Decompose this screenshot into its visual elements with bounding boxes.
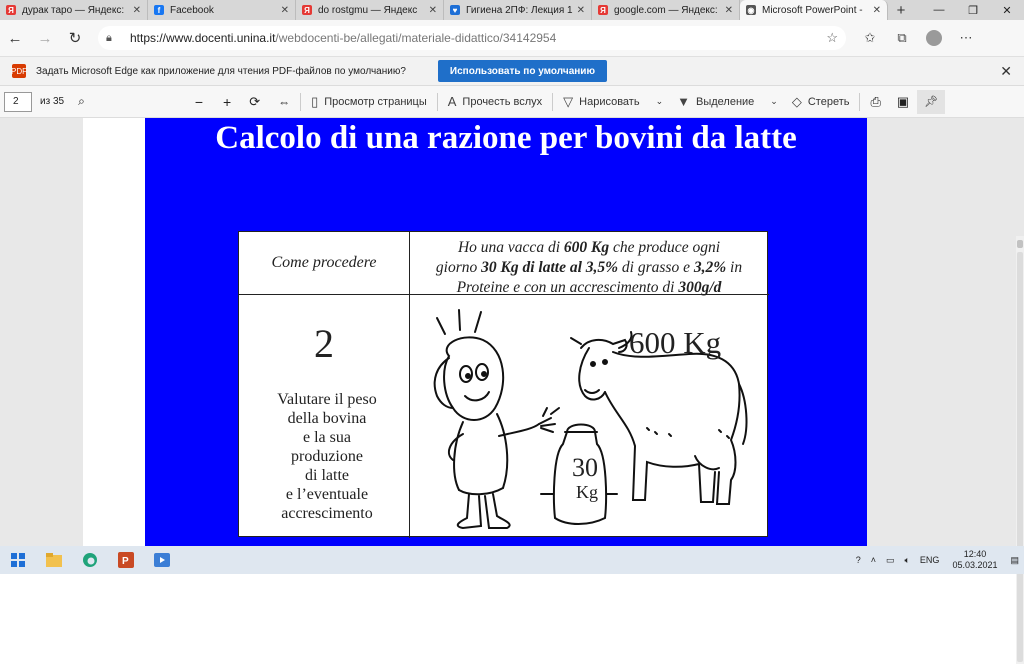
notifications-icon[interactable]: ▤ [1010, 554, 1019, 565]
system-tray [851, 549, 1024, 571]
toolbar-divider [552, 93, 553, 111]
folder-icon [46, 553, 62, 567]
browser-tab[interactable] [0, 0, 148, 20]
erase-button[interactable] [792, 94, 850, 110]
favorites-icon[interactable]: ✩ [864, 30, 876, 45]
browser-tab[interactable] [296, 0, 444, 20]
tab-favicon-icon: Я [598, 5, 608, 15]
tab-bar [0, 0, 1024, 20]
tab-favicon-icon: ♥ [450, 5, 460, 15]
browser-tab[interactable] [148, 0, 296, 20]
header-left-cell: Come procedere [271, 254, 377, 271]
tab-title: Facebook [170, 4, 214, 16]
refresh-button[interactable]: ↻ [68, 30, 82, 47]
language-indicator[interactable]: ENG [919, 555, 940, 565]
tab-close-icon[interactable]: ✕ [872, 4, 881, 16]
milk-can-number: 30 [572, 453, 598, 482]
read-aloud-icon: A [447, 94, 457, 109]
pdf-icon: PDF [12, 64, 26, 78]
close-icon[interactable]: ✕ [1000, 62, 1012, 79]
file-explorer-button[interactable] [36, 546, 72, 574]
restore-button[interactable]: ❐ [968, 4, 978, 17]
navigation-bar [0, 20, 1024, 56]
save-icon[interactable]: ▣ [896, 93, 910, 109]
draw-icon: ▽ [563, 93, 574, 109]
scroll-up-arrow[interactable] [1017, 240, 1023, 248]
scroll-thumb[interactable] [1017, 252, 1023, 662]
toolbar-divider [859, 93, 860, 111]
tab-title: do rostgmu — Яндекс [318, 4, 418, 16]
windows-icon [11, 553, 25, 567]
lock-icon: 🔒︎ [106, 31, 112, 44]
tab-favicon-icon: ◉ [747, 5, 755, 15]
highlight-label: Выделение [696, 95, 755, 108]
read-aloud-label: Прочесть вслух [462, 95, 543, 108]
rotate-icon[interactable]: ⟳ [249, 93, 261, 109]
slide-title: Calcolo di una razione per bovini da latte [215, 120, 797, 156]
chevron-down-icon[interactable]: ⌄ [770, 96, 778, 106]
avatar [926, 30, 942, 46]
browser-tab[interactable] [444, 0, 592, 20]
chevron-up-icon[interactable]: ˄ [870, 555, 876, 565]
tab-close-icon[interactable]: ✕ [280, 4, 289, 16]
tab-favicon-icon: Я [302, 5, 312, 15]
profile-avatar[interactable] [918, 30, 950, 46]
powerpoint-icon [118, 552, 134, 568]
chevron-down-icon[interactable]: ⌄ [655, 96, 664, 106]
volume-icon[interactable]: 🔈︎ [904, 554, 910, 565]
tab-close-icon[interactable]: ✕ [576, 4, 585, 16]
tab-close-icon[interactable]: ✕ [428, 4, 437, 16]
slide [145, 118, 867, 546]
new-tab-button[interactable]: + [896, 1, 906, 19]
clock-date: 05.03.2021 [952, 560, 998, 570]
highlight-button[interactable] [677, 94, 778, 109]
search-icon[interactable]: ⌕ [78, 94, 85, 108]
window-controls [922, 0, 1024, 20]
eraser-icon: ◇ [791, 93, 802, 109]
edge-button[interactable] [72, 546, 108, 574]
film-icon [154, 553, 170, 567]
close-window-button[interactable]: ✕ [1002, 4, 1012, 17]
page-number-input[interactable]: 2 [4, 92, 32, 112]
erase-label: Стереть [807, 95, 850, 108]
pdf-viewer[interactable] [0, 118, 1024, 546]
browser-tab[interactable] [740, 0, 888, 20]
notification-message: Задать Microsoft Edge как приложение для чтения PDF-файлов по умолчанию? [36, 65, 406, 77]
browser-tab[interactable] [592, 0, 740, 20]
milk-can-unit: Kg [576, 482, 598, 502]
step-number: 2 [314, 321, 334, 366]
edge-icon [82, 552, 98, 568]
read-aloud-button[interactable] [448, 94, 542, 109]
header-right-line: Proteine e con un accrescimento di 300g/d [456, 279, 722, 296]
fit-page-icon[interactable]: ⇔ [278, 94, 291, 109]
header-right-cell [410, 238, 768, 298]
svg-text:P: P [122, 556, 129, 567]
tab-favicon-icon: Я [6, 5, 16, 15]
cow-weight-label: 600 Kg [629, 325, 722, 360]
tab-close-icon[interactable]: ✕ [132, 4, 141, 16]
header-right-line: Ho una vacca di 600 Kg che produce ogni [457, 239, 721, 256]
zoom-in-icon[interactable]: + [223, 93, 232, 110]
clock-time: 12:40 [963, 549, 987, 559]
url-path: /webdocenti-be/allegati/materiale-didattico/34142954 [275, 31, 557, 45]
pin-toolbar-button[interactable] [917, 90, 945, 114]
favorite-star-icon[interactable]: ☆ [826, 30, 838, 45]
page-view-button[interactable] [311, 94, 427, 110]
zoom-out-icon[interactable]: − [194, 93, 203, 110]
battery-icon[interactable]: ▭ [886, 554, 895, 565]
clock[interactable] [952, 549, 997, 571]
page-view-label: Просмотр страницы [324, 95, 427, 108]
tab-strip [0, 0, 888, 20]
print-icon[interactable]: ⎙ [870, 93, 881, 109]
tab-favicon-icon: f [154, 5, 164, 15]
collections-icon[interactable]: ⧉ [897, 30, 907, 45]
powerpoint-button[interactable] [108, 546, 144, 574]
forward-button[interactable]: → [37, 29, 53, 47]
default-pdf-notification [0, 56, 1024, 86]
minimize-button[interactable]: — [933, 4, 945, 16]
page-view-icon: ▯ [311, 93, 319, 109]
more-menu-icon[interactable]: ⋯ [959, 30, 973, 45]
draw-label: Нарисовать [579, 95, 640, 108]
highlight-icon: ▼ [677, 94, 690, 109]
help-icon[interactable]: ? [855, 555, 861, 565]
tab-title: Гигиена 2ПФ: Лекция 1 [466, 4, 573, 16]
draw-button[interactable] [563, 94, 663, 110]
step-description: Valutare il peso della bovina e la sua produzione di latte e l’eventuale accrescimento [277, 391, 377, 522]
pdf-toolbar [0, 86, 1024, 118]
video-app-button[interactable] [144, 546, 180, 574]
pin-icon: 📌︎ [924, 96, 939, 108]
toolbar-divider [437, 93, 438, 111]
browser-actions [854, 30, 982, 46]
address-field[interactable] [98, 26, 846, 50]
procedure-table [238, 231, 768, 537]
start-button[interactable] [0, 546, 36, 574]
vertical-scrollbar[interactable] [1016, 236, 1024, 664]
header-right-line: giorno 30 Kg di latte al 3,5% di grasso e 3,2% in [435, 259, 743, 276]
tab-title: Microsoft PowerPoint - [762, 4, 863, 16]
taskbar [0, 546, 1024, 574]
tab-title: google.com — Яндекс: [614, 4, 718, 16]
page-count: из 35 [40, 96, 65, 107]
url-host: https://www.docenti.unina.it [130, 31, 276, 45]
set-default-button[interactable]: Использовать по умолчанию [438, 60, 607, 82]
back-button[interactable]: ← [7, 29, 23, 47]
toolbar-divider [300, 93, 301, 111]
tab-close-icon[interactable]: ✕ [724, 4, 733, 16]
tab-title: дурак таро — Яндекс: [22, 4, 125, 16]
